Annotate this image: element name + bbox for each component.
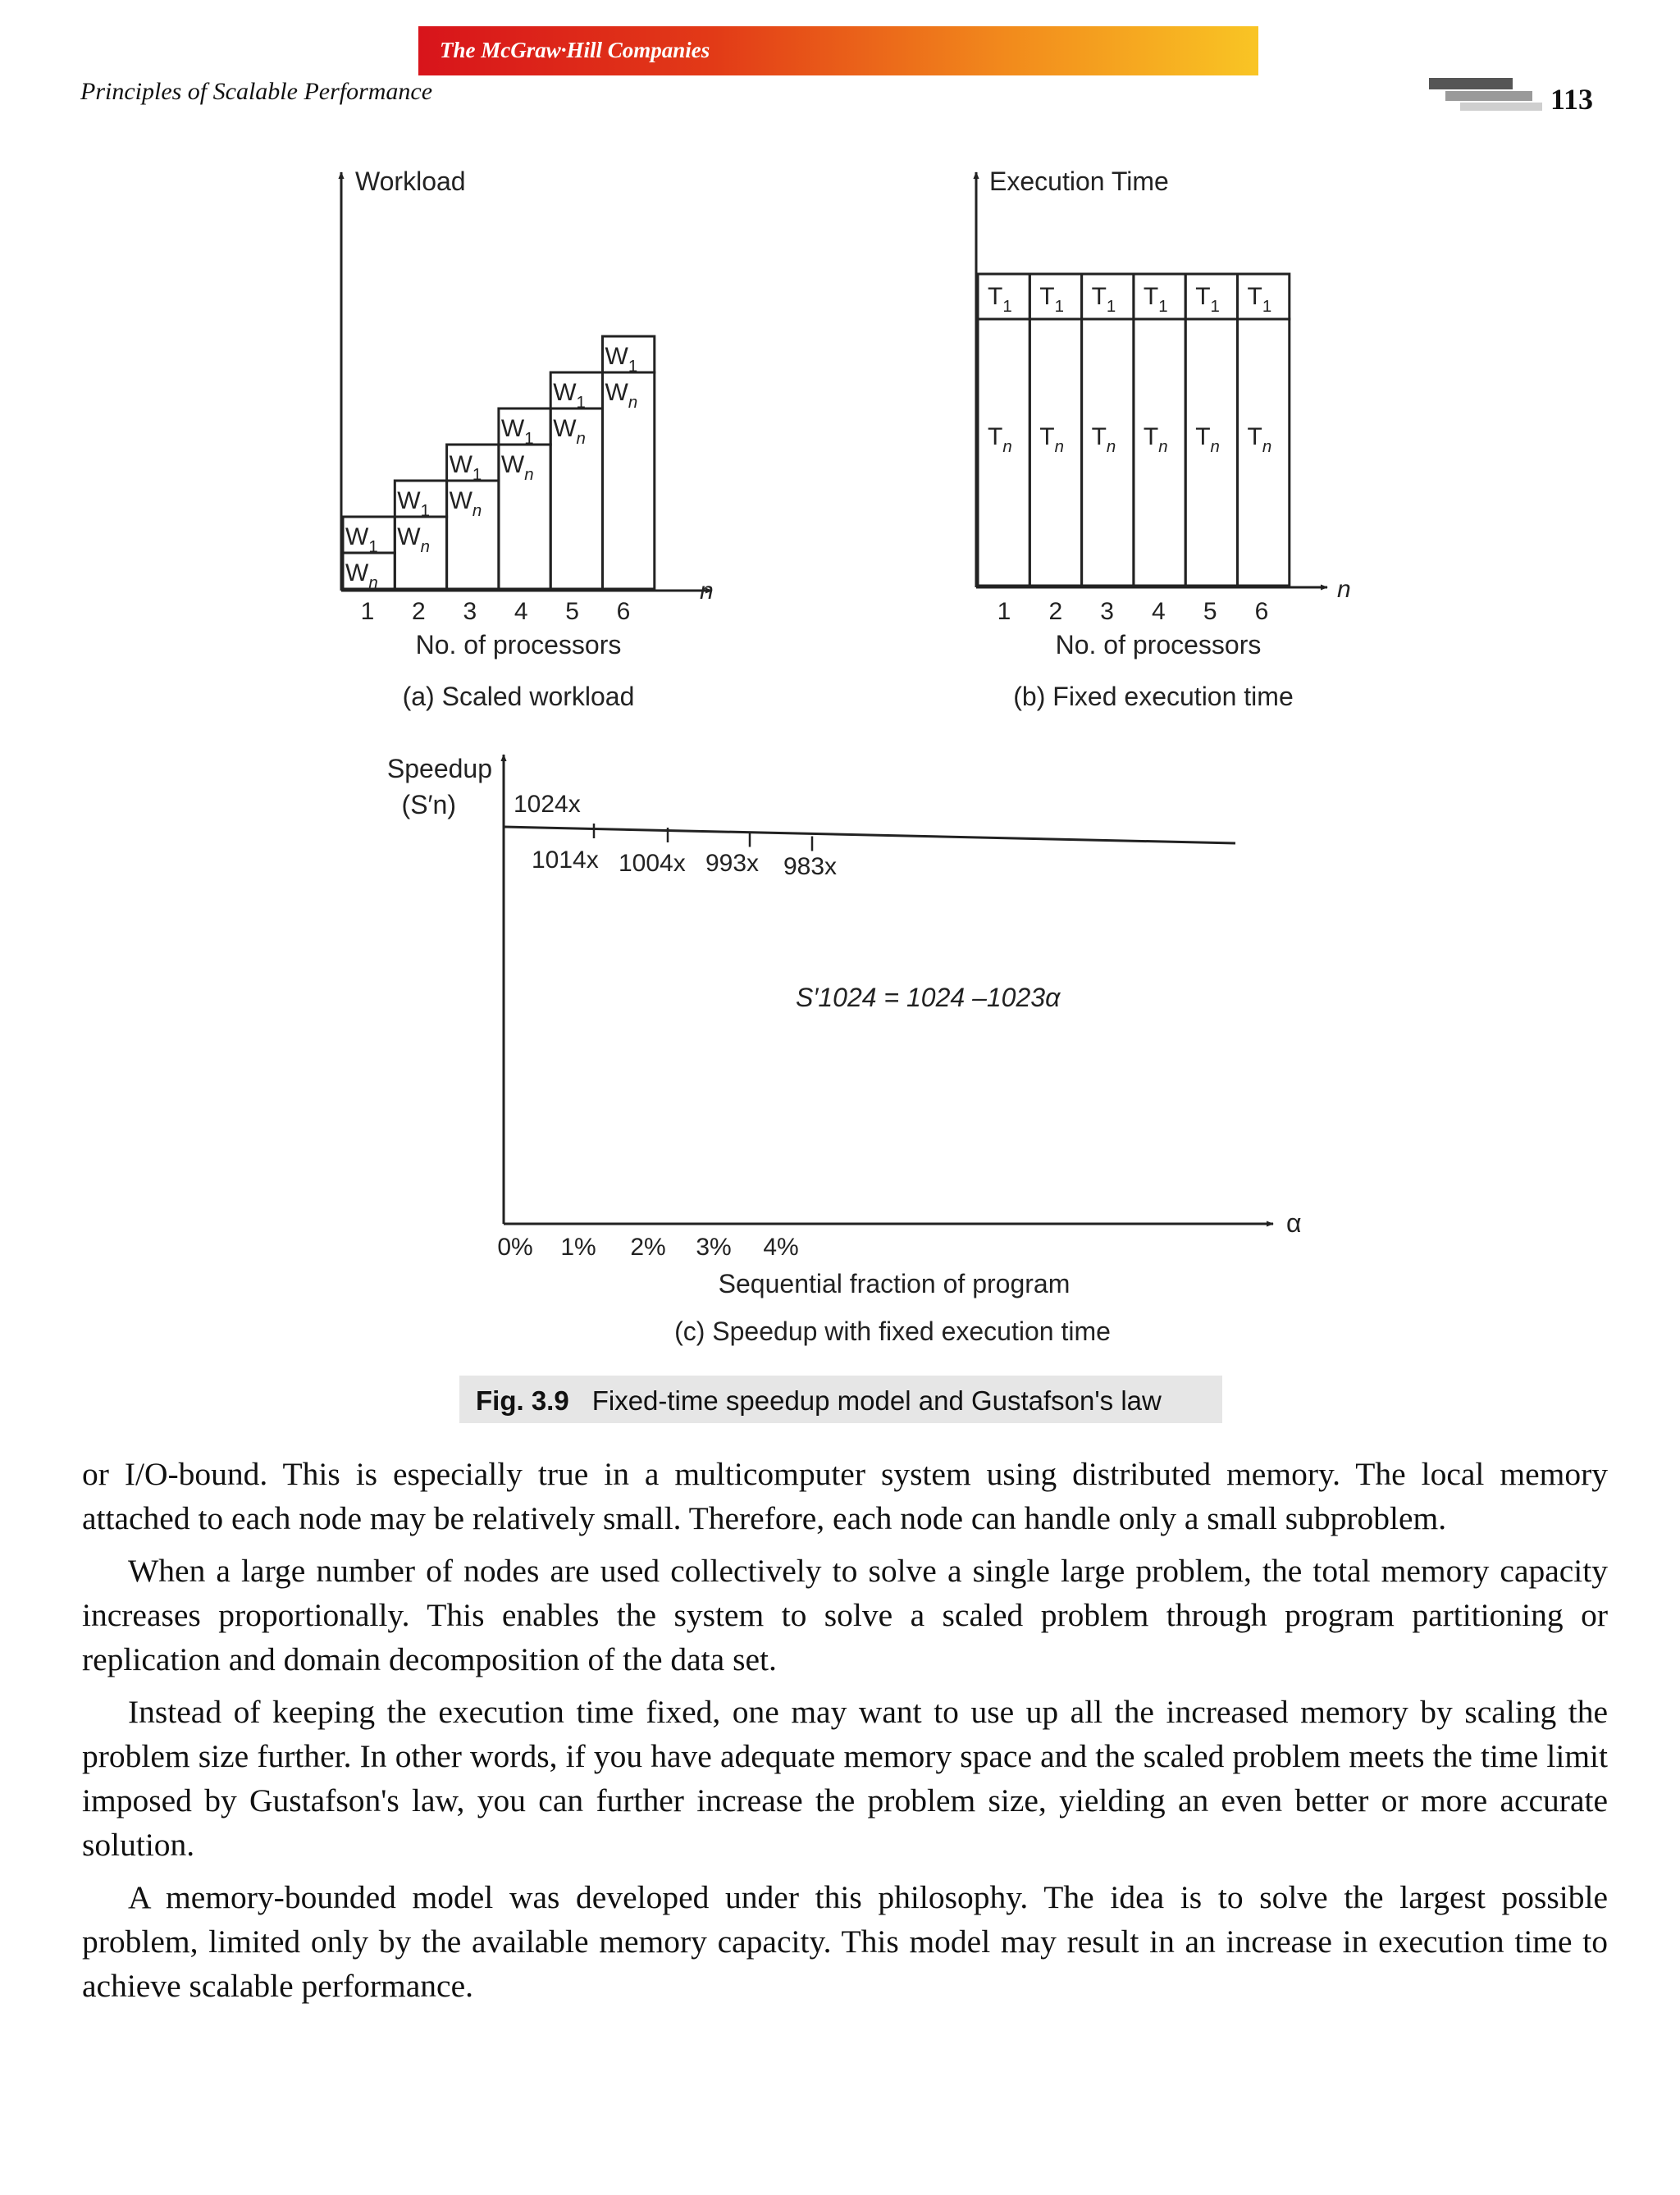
panel-a-x-ticks (361, 598, 631, 625)
panel-b-x-axis-label: No. of processors (1055, 630, 1262, 659)
panel-a-tick-label: 6 (616, 598, 631, 625)
panel-a-tick-label: 4 (514, 598, 528, 625)
w1-bar-label: $W_1$ (500, 415, 534, 448)
body-text (82, 1452, 1608, 2016)
panel-c-speedup (387, 754, 1302, 1346)
panel-c-y-axis-label: Speedup (386, 754, 492, 783)
panel-b-tick-label: 5 (1203, 598, 1217, 625)
panel-c-tick-label: 3% (696, 1234, 732, 1261)
speedup-point-label: 1014x (532, 847, 599, 874)
panel-c-x-axis-symbol: α (1286, 1208, 1302, 1238)
panel-c-x-ticks (497, 1234, 798, 1261)
panel-a-y-axis-label: Workload (355, 167, 466, 196)
panel-c-y-axis-symbol: (S′n) (401, 790, 456, 819)
w1-bar-label: $W_1$ (449, 451, 482, 484)
speedup-point-label: 993x (705, 850, 760, 877)
t1-bar-label: $T_1$ (988, 283, 1012, 316)
panel-a-bars (343, 336, 655, 592)
panel-c-tick-label: 0% (497, 1234, 533, 1261)
w1-bar-label: $W_1$ (605, 343, 638, 376)
tn-bar-label: $T_n$ (1039, 423, 1064, 456)
tn-bar-label: $T_n$ (1091, 423, 1116, 456)
panel-b-x-axis-symbol: n (1337, 576, 1351, 603)
tn-bar-label: $T_n$ (1143, 423, 1168, 456)
wn-bar-label: $W_n$ (345, 559, 378, 592)
wn-bar-label: $W_n$ (605, 379, 638, 412)
body-paragraph: When a large number of nodes are used collectively to solve a single large problem, the total memory capacity increases proportionally. This enables the system to solve a scaled problem through program partitioning or replication and domain decomposition of the data set. (82, 1553, 1608, 1677)
panel-c-tick-label: 1% (560, 1234, 596, 1261)
panel-a-tick-label: 3 (463, 598, 477, 625)
tn-bar-label: $T_n$ (1195, 423, 1220, 456)
t1-bar-label: $T_1$ (1039, 283, 1064, 316)
panel-b-x-ticks (998, 598, 1269, 625)
publisher-name: The McGraw·Hill Companies (440, 38, 710, 62)
t1-bar-label: $T_1$ (1143, 283, 1168, 316)
w1-bar-label: $W_1$ (397, 487, 430, 520)
panel-a-tick-label: 2 (412, 598, 426, 625)
wn-bar-label: $W_n$ (500, 451, 534, 484)
panel-c-tick-label: 2% (630, 1234, 666, 1261)
running-head: Principles of Scalable Performance (80, 78, 433, 105)
panel-b-y-axis-label: Execution Time (989, 167, 1169, 196)
panel-c-start-label: 1024x (514, 791, 581, 818)
speedup-point-label: 1004x (619, 850, 686, 877)
panel-c-sub-caption: (c) Speedup with fixed execution time (674, 1317, 1111, 1346)
panel-c-formula: S′1024 = 1024 –1023α (796, 983, 1061, 1012)
panel-b-fixed-execution-time (976, 167, 1351, 711)
panel-b-tick-label: 4 (1152, 598, 1166, 625)
panel-b-bars (978, 274, 1290, 586)
panel-a-tick-label: 1 (360, 598, 375, 625)
panel-a-sub-caption: (a) Scaled workload (402, 682, 635, 711)
figure-caption-text: Fixed-time speedup model and Gustafson's law (591, 1385, 1162, 1416)
tn-bar-label: $T_n$ (1247, 423, 1272, 456)
panel-b-tick-label: 1 (997, 598, 1011, 625)
wn-bar-label: $W_n$ (449, 487, 482, 520)
t1-bar-label: $T_1$ (1091, 283, 1116, 316)
speedup-point-label: 983x (783, 853, 838, 880)
panel-a-scaled-workload (341, 167, 714, 711)
wn-bar-label: $W_n$ (397, 523, 430, 556)
figure-caption-label: Fig. 3.9 (476, 1385, 569, 1416)
panel-c-tick-label: 4% (763, 1234, 799, 1261)
figure-caption (459, 1376, 1222, 1423)
tn-bar-label: $T_n$ (988, 423, 1012, 456)
body-paragraph: or I/O-bound. This is especially true in a multicomputer system using distributed memory. The local memory attached to each node may be relatively small. Therefore, each node can handle only a small subproblem. (82, 1456, 1608, 1536)
panel-c-speedup-line (504, 827, 1235, 843)
w1-bar-label: $W_1$ (553, 379, 586, 412)
body-paragraph: A memory-bounded model was developed under this philosophy. The idea is to solve the largest possible problem, limited only by the available memory capacity. This model may result in an increase in execution time to achieve scalable performance. (82, 1879, 1608, 2004)
panel-a-tick-label: 5 (565, 598, 579, 625)
page-number: 113 (1550, 83, 1594, 116)
panel-b-tick-label: 6 (1254, 598, 1269, 625)
t1-bar-label: $T_1$ (1195, 283, 1220, 316)
panel-b-tick-label: 2 (1048, 598, 1063, 625)
panel-c-x-axis-label: Sequential fraction of program (718, 1269, 1071, 1298)
body-paragraph: Instead of keeping the execution time fixed, one may want to use up all the increased memory by scaling the problem size further. In other words, if you have adequate memory space and the scaled problem meets the time limit imposed by Gustafson's law, you can further increase the problem size, yielding an even better or more accurate solution. (82, 1694, 1608, 1863)
w1-bar-label: $W_1$ (345, 523, 378, 556)
t1-bar-label: $T_1$ (1247, 283, 1272, 316)
panel-b-sub-caption: (b) Fixed execution time (1013, 682, 1294, 711)
wn-bar-label: $W_n$ (553, 415, 586, 448)
panel-b-tick-label: 3 (1100, 598, 1114, 625)
panel-a-x-axis-symbol: n (700, 577, 714, 605)
panel-a-x-axis-label: No. of processors (415, 630, 622, 659)
